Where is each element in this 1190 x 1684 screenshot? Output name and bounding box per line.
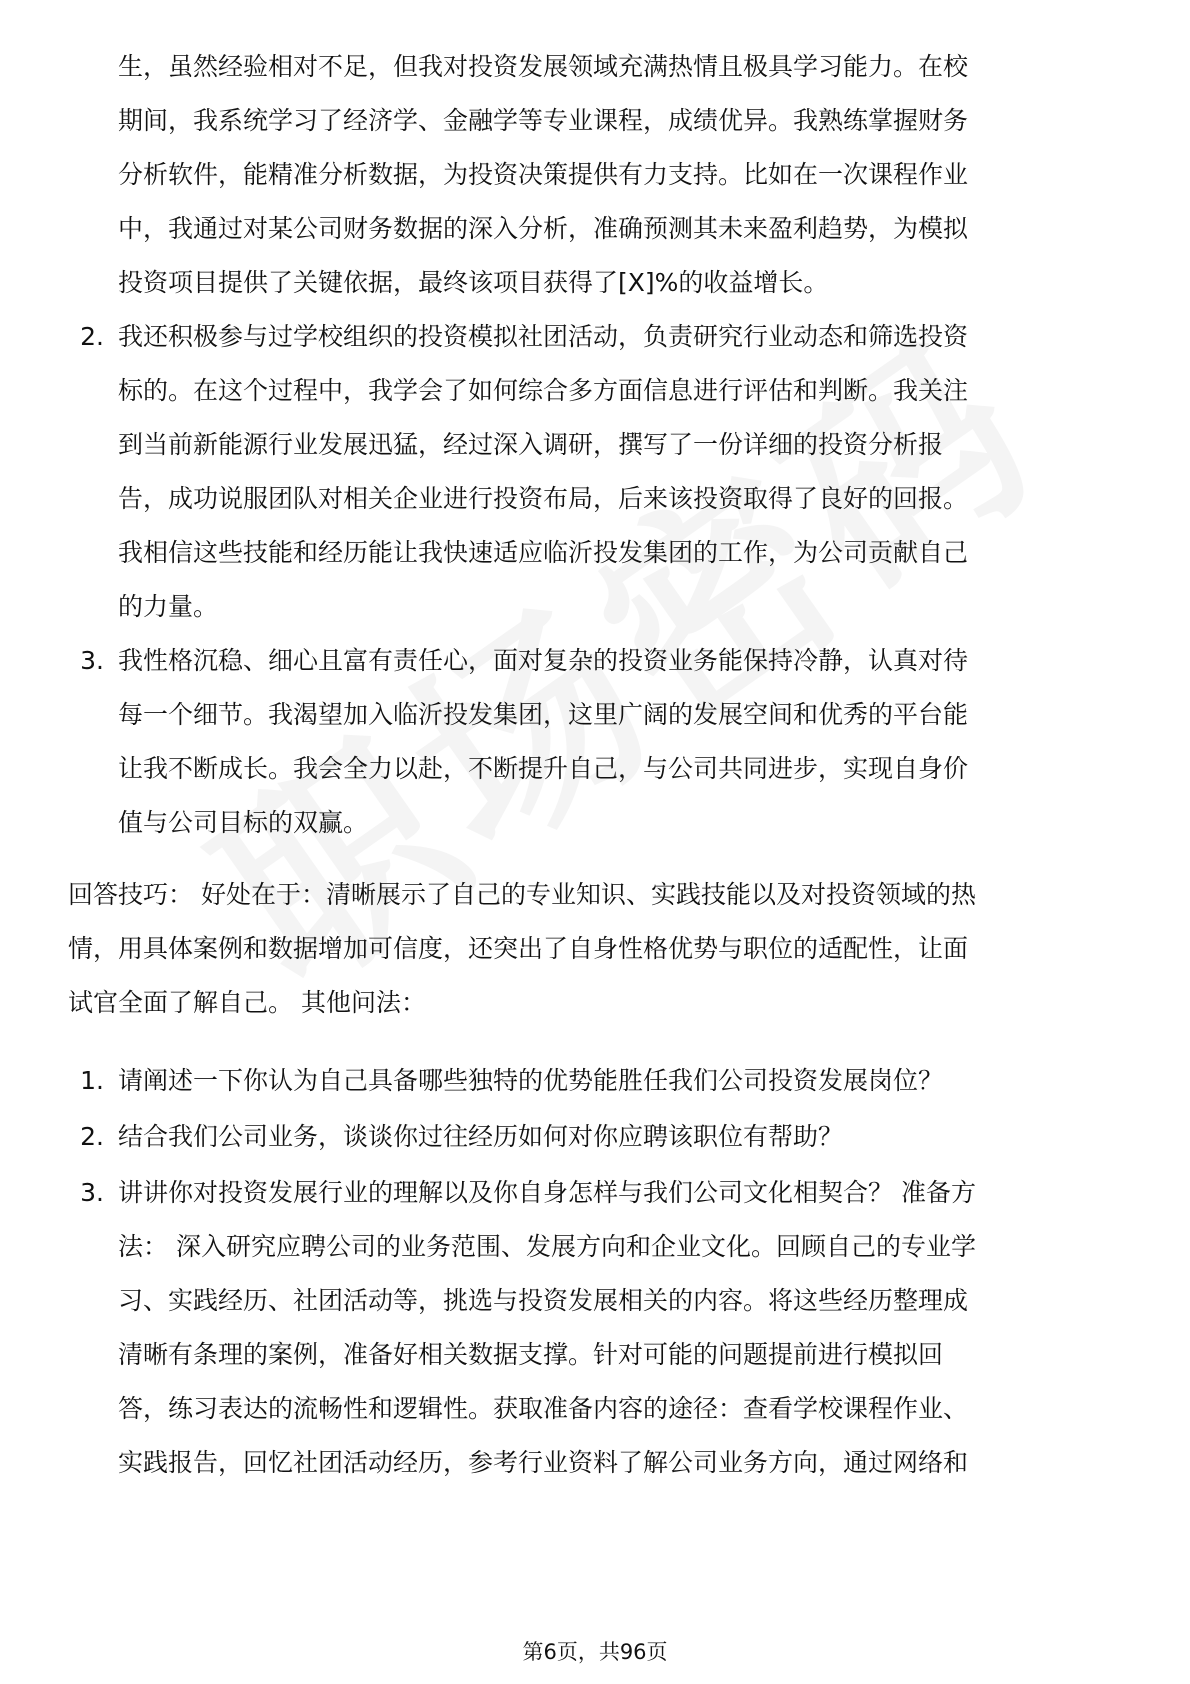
list-number: 3. [80,1178,104,1207]
text-line: 中，我通过对某公司财务数据的深入分析，准确预测其未来盈利趋势，为模拟 [118,214,969,243]
list-number: 1. [80,1066,104,1095]
text-line: 让我不断成长。我会全力以赴，不断提升自己，与公司共同进步，实现自身价 [118,754,969,783]
text-line: 我还积极参与过学校组织的投资模拟社团活动，负责研究行业动态和筛选投资 [118,322,969,351]
text-line: 分析软件，能精准分析数据，为投资决策提供有力支持。比如在一次课程作业 [118,160,969,189]
text-line: 试官全面了解自己。 其他问法： [68,988,426,1017]
text-line: 到当前新能源行业发展迅猛，经过深入调研，撰写了一份详细的投资分析报 [118,430,944,459]
text-line: 习、实践经历、社团活动等，挑选与投资发展相关的内容。将这些经历整理成 [118,1286,969,1315]
text-line: 期间，我系统学习了经济学、金融学等专业课程，成绩优异。我熟练掌握财务 [118,106,969,135]
text-line: 法： 深入研究应聘公司的业务范围、发展方向和企业文化。回顾自己的专业学 [118,1232,976,1261]
text-line: 投资项目提供了关键依据，最终该项目获得了[X]%的收益增长。 [118,268,829,297]
text-line: 值与公司目标的双赢。 [118,808,369,837]
text-line: 结合我们公司业务，谈谈你过往经历如何对你应聘该职位有帮助？ [118,1122,844,1151]
text-line: 请阐述一下你认为自己具备哪些独特的优势能胜任我们公司投资发展岗位？ [118,1066,944,1095]
text-line: 我性格沉稳、细心且富有责任心，面对复杂的投资业务能保持冷静，认真对待 [118,646,969,675]
text-line: 生，虽然经验相对不足，但我对投资发展领域充满热情且极具学习能力。在校 [118,52,969,81]
list-number: 2. [80,1122,104,1151]
text-line: 讲讲你对投资发展行业的理解以及你自身怎样与我们公司文化相契合？ 准备方 [118,1178,976,1207]
page-footer: 第6页，共96页 [522,1640,668,1664]
list-number: 2. [80,322,104,351]
text-line: 情，用具体案例和数据增加可信度，还突出了自身性格优势与职位的适配性，让面 [68,934,969,963]
text-line: 我相信这些技能和经历能让我快速适应临沂投发集团的工作，为公司贡献自己 [118,538,969,567]
text-line: 清晰有条理的案例，准备好相关数据支撑。针对可能的问题提前进行模拟回 [118,1340,944,1369]
text-line: 实践报告，回忆社团活动经历，参考行业资料了解公司业务方向，通过网络和 [118,1448,969,1477]
list-number: 3. [80,646,104,675]
text-line: 的力量。 [118,592,219,621]
text-line: 告，成功说服团队对相关企业进行投资布局，后来该投资取得了良好的回报。 [118,484,969,513]
text-line: 标的。在这个过程中，我学会了如何综合多方面信息进行评估和判断。我关注 [118,376,969,405]
text-line: 回答技巧： 好处在于：清晰展示了自己的专业知识、实践技能以及对投资领域的热 [68,880,976,909]
text-line: 答，练习表达的流畅性和逻辑性。获取准备内容的途径：查看学校课程作业、 [118,1394,969,1423]
text-line: 每一个细节。我渴望加入临沂投发集团，这里广阔的发展空间和优秀的平台能 [118,700,969,729]
